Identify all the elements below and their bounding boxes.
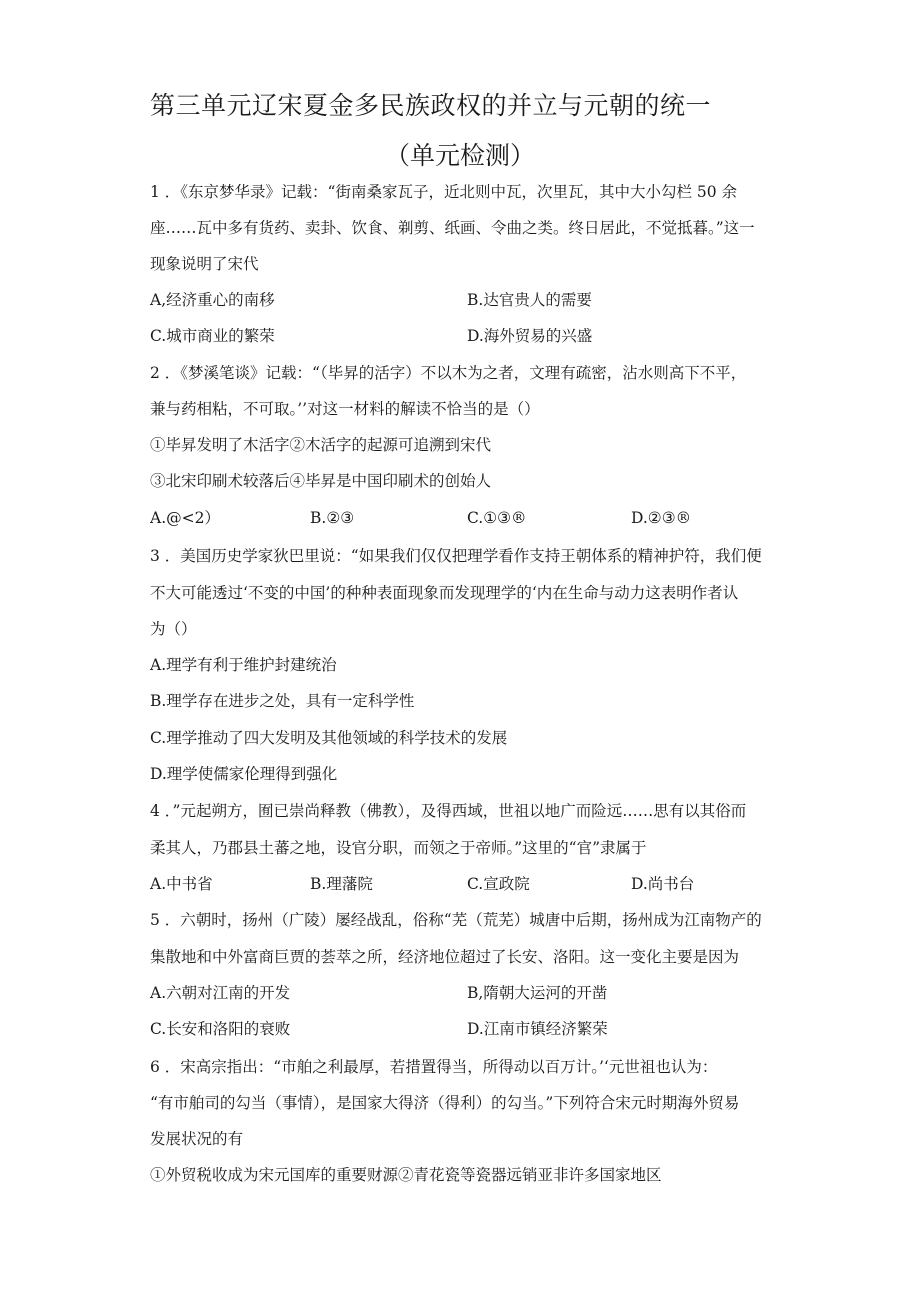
question-5-line-1: 5 ．六朝时，扬州（广陵）屡经战乱，俗称“芜（荒芜）城唐中后期，扬州成为江南物产的 [150,911,762,929]
question-2-line-1: 2 ．《梦溪笔谈》记载：“（毕昇的活字）不以木为之者，文理有疏密，沾水则高下不平， [150,364,747,382]
page-subtitle: （单元检测） [385,141,536,170]
question-1-option-d: D.海外贸易的兴盛 [467,327,593,345]
question-5-option-c: C.长安和洛阳的衰败 [150,1020,291,1038]
question-5-line-2: 集散地和中外富商巨贾的荟萃之所，经济地位超过了长安、洛阳。这一变化主要是因为 [150,948,740,966]
page-title: 第三单元辽宋夏金多民族政权的并立与元朝的统一 [150,91,712,120]
question-6-line-1: 6 ．宋高宗指出：“市舶之利最厚，若措置得当，所得动以百万计。’‘元世祖也认为： [150,1058,718,1076]
question-2-line-2: 兼与药相粘，不可取。’’对这一材料的解读不恰当的是（） [150,400,540,418]
question-1-line-2: 座……瓦中多有货药、卖卦、饮食、剃剪、纸画、令曲之类。终日居此，不觉抵暮。”这一 [150,219,755,237]
question-5-option-a: A.六朝对江南的开发 [150,984,291,1002]
question-3-option-d: D.理学使儒家伦理得到强化 [150,765,338,783]
question-4-option-c: C.宣政院 [467,875,530,893]
question-4-line-2: 柔其人，乃郡县土蕃之地，设官分职，而领之于帝师。”这里的“官”隶属于 [150,839,647,857]
question-6-line-3: 发展状况的有 [150,1130,244,1148]
question-4-option-b: B.理藩院 [310,875,373,893]
question-3-option-b: B.理学存在进步之处，具有一定科学性 [150,692,415,710]
question-1-option-b: B.达官贵人的需要 [467,291,592,309]
question-6-line-4: ①外贸税收成为宋元国库的重要财源②青花瓷等瓷器远销亚非许多国家地区 [150,1166,662,1184]
question-2-line-3: ①毕昇发明了木活字②木活字的起源可追溯到宋代 [150,436,492,454]
question-3-line-2: 不大可能透过‘不变的中国’的种种表面现象而发现理学的‘内在生命与动力这表明作者认 [150,584,739,602]
question-2-option-c: C.①③® [467,509,527,527]
question-1-option-a: A,经济重心的南移 [150,291,275,309]
question-2-line-4: ③北宋印刷术较落后④毕昇是中国印刷术的创始人 [150,472,492,490]
question-3-line-3: 为（） [150,620,197,638]
question-3-option-a: A.理学有利于维护封建统治 [150,656,337,674]
question-4-option-a: A.中书省 [150,875,213,893]
question-6-line-2: “有市舶司的勾当（事情），是国家大得济（得利）的勾当。”下列符合宋元时期海外贸易 [150,1094,740,1112]
question-2-option-d: D.②③® [631,509,692,527]
question-4-option-d: D.尚书台 [631,875,695,893]
question-1-option-c: C.城市商业的繁荣 [150,327,275,345]
question-3-option-c: C.理学推动了四大发明及其他领域的科学技术的发展 [150,729,508,747]
question-5-option-b: B,隋朝大运河的开凿 [467,984,608,1002]
question-5-option-d: D.江南市镇经济繁荣 [467,1020,608,1038]
question-2-option-a: A.@<2） [150,509,220,527]
question-3-line-1: 3 ．美国历史学家狄巴里说：“如果我们仅仅把理学看作支持王朝体系的精神护符，我们便 [150,547,762,565]
question-1-line-3: 现象说明了宋代 [150,255,259,273]
question-1-line-1: 1 ．《东京梦华录》记载：“街南桑家瓦子，近北则中瓦，次里瓦，其中大小勾栏 50 余 [150,183,738,201]
question-2-option-b: B.②③ [310,509,355,527]
question-4-line-1: 4 ．”元起朔方，囿已崇尚释教（佛教），及得西域，世祖以地广而险远……思有以其俗而 [150,802,747,820]
